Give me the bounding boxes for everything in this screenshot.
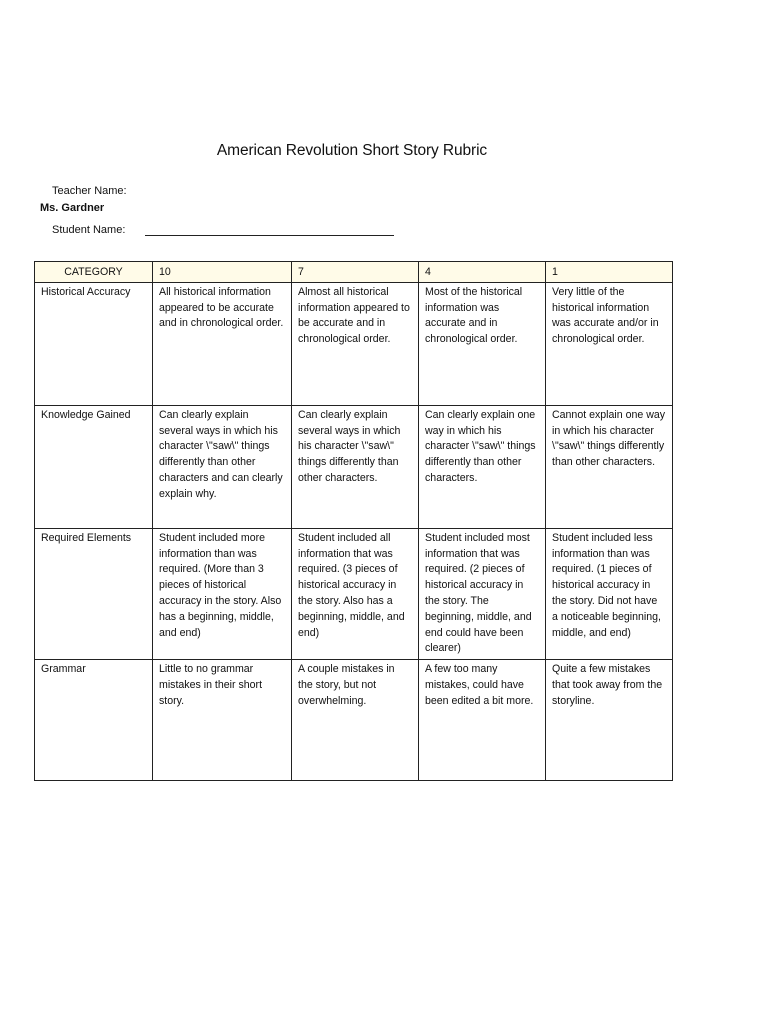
table-cell: Cannot explain one way in which his character \"saw\" things differently than other characters. xyxy=(546,405,673,528)
table-cell: Most of the historical information was accurate and in chronological order. xyxy=(419,282,546,405)
table-row xyxy=(35,282,673,405)
student-name-field[interactable] xyxy=(145,235,394,236)
header-category: CATEGORY xyxy=(35,262,153,283)
row-category: Required Elements xyxy=(35,528,153,659)
table-row xyxy=(35,528,673,659)
table-cell: A couple mistakes in the story, but not overwhelming. xyxy=(292,660,419,781)
table-cell: Can clearly explain several ways in which his character \"saw\" things differently than other characters. xyxy=(292,405,419,528)
table-cell: Student included most information that was required. (2 pieces of historical accuracy in the story. The beginning, middle, and end could have been clearer) xyxy=(419,528,546,659)
header-score-10: 10 xyxy=(153,262,292,283)
table-cell: Little to no grammar mistakes in their short story. xyxy=(153,660,292,781)
rubric-table xyxy=(34,261,673,781)
table-cell: Can clearly explain one way in which his character \"saw\" things differently than other characters. xyxy=(419,405,546,528)
row-category: Historical Accuracy xyxy=(35,282,153,405)
table-header-row xyxy=(35,262,673,283)
teacher-name-value: Ms. Gardner xyxy=(40,202,105,214)
table-cell: Can clearly explain several ways in which his character \"saw\" things differently than other characters and can clearly explain why. xyxy=(153,405,292,528)
table-cell: Almost all historical information appeared to be accurate and in chronological order. xyxy=(292,282,419,405)
student-name-label: Student Name: xyxy=(52,224,126,236)
table-cell: Very little of the historical information was accurate and/or in chronological order. xyxy=(546,282,673,405)
header-score-1: 1 xyxy=(546,262,673,283)
row-category: Knowledge Gained xyxy=(35,405,153,528)
page-title: American Revolution Short Story Rubric xyxy=(216,142,488,159)
teacher-name-label: Teacher Name: xyxy=(52,185,127,197)
table-cell: Student included less information than was required. (1 pieces of historical accuracy in the story. Did not have a noticeable beginning, middle, and end) xyxy=(546,528,673,659)
table-cell: Quite a few mistakes that took away from the storyline. xyxy=(546,660,673,781)
header-score-7: 7 xyxy=(292,262,419,283)
table-cell: Student included all information that was required. (3 pieces of historical accuracy in the story. Also has a beginning, middle, and end) xyxy=(292,528,419,659)
table-cell: A few too many mistakes, could have been edited a bit more. xyxy=(419,660,546,781)
table-cell: All historical information appeared to be accurate and in chronological order. xyxy=(153,282,292,405)
row-category: Grammar xyxy=(35,660,153,781)
table-row xyxy=(35,660,673,781)
table-cell: Student included more information than was required. (More than 3 pieces of historical accuracy in the story. Also has a beginning, middle, and end) xyxy=(153,528,292,659)
table-row xyxy=(35,405,673,528)
header-score-4: 4 xyxy=(419,262,546,283)
